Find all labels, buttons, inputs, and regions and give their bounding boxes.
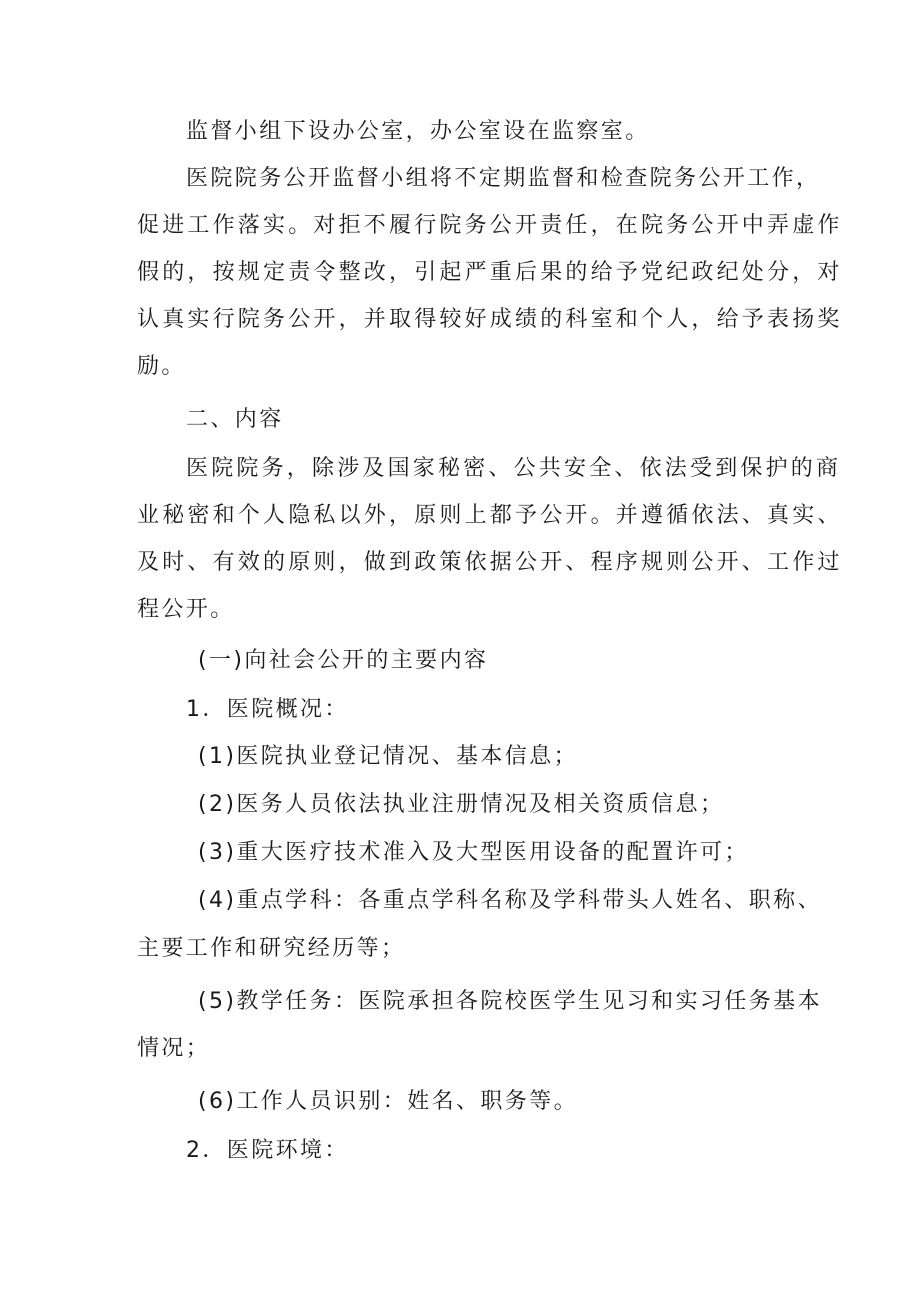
subsection-heading: (一)向社会公开的主要内容 xyxy=(198,648,489,673)
list-heading: 1．医院概况： xyxy=(186,697,349,722)
section-heading: 二、内容 xyxy=(186,407,284,432)
paragraph-line: 及时、有效的原则，做到政策依据公开、程序规则公开、工作过 xyxy=(137,550,843,575)
paragraph-line: 医院院务公开监督小组将不定期监督和检查院务公开工作， xyxy=(186,166,821,191)
list-item: (1)医院执业登记情况、基本信息； xyxy=(198,744,578,769)
list-item: (4)重点学科：各重点学科名称及学科带头人姓名、职称、 xyxy=(198,888,822,913)
list-item-continuation: 情况； xyxy=(137,1036,211,1061)
list-item-continuation: 主要工作和研究经历等； xyxy=(137,936,406,961)
paragraph-line: 医院院务，除涉及国家秘密、公共安全、依法受到保护的商 xyxy=(186,456,842,481)
paragraph-line: 促进工作落实。对拒不履行院务公开责任，在院务公开中弄虚作 xyxy=(137,213,843,238)
paragraph-line: 监督小组下设办公室，办公室设在监察室。 xyxy=(186,119,650,144)
paragraph-line: 程公开。 xyxy=(137,597,235,622)
list-item: (2)医务人员依法执业注册情况及相关资质信息； xyxy=(198,792,725,817)
paragraph-line: 励。 xyxy=(137,354,186,379)
list-item: (3)重大医疗技术准入及大型医用设备的配置许可； xyxy=(198,840,749,865)
paragraph-line: 认真实行院务公开，并取得较好成绩的科室和个人，给予表扬奖 xyxy=(137,307,843,332)
paragraph-line: 假的，按规定责令整改，引起严重后果的给予党纪政纪处分，对 xyxy=(137,260,843,285)
list-heading: 2．医院环境： xyxy=(186,1138,349,1163)
paragraph-line: 业秘密和个人隐私以外，原则上都予公开。并遵循依法、真实、 xyxy=(137,503,843,528)
list-item: (5)教学任务：医院承担各院校医学生见习和实习任务基本 xyxy=(198,989,822,1014)
list-item: (6)工作人员识别：姓名、职务等。 xyxy=(198,1089,578,1114)
